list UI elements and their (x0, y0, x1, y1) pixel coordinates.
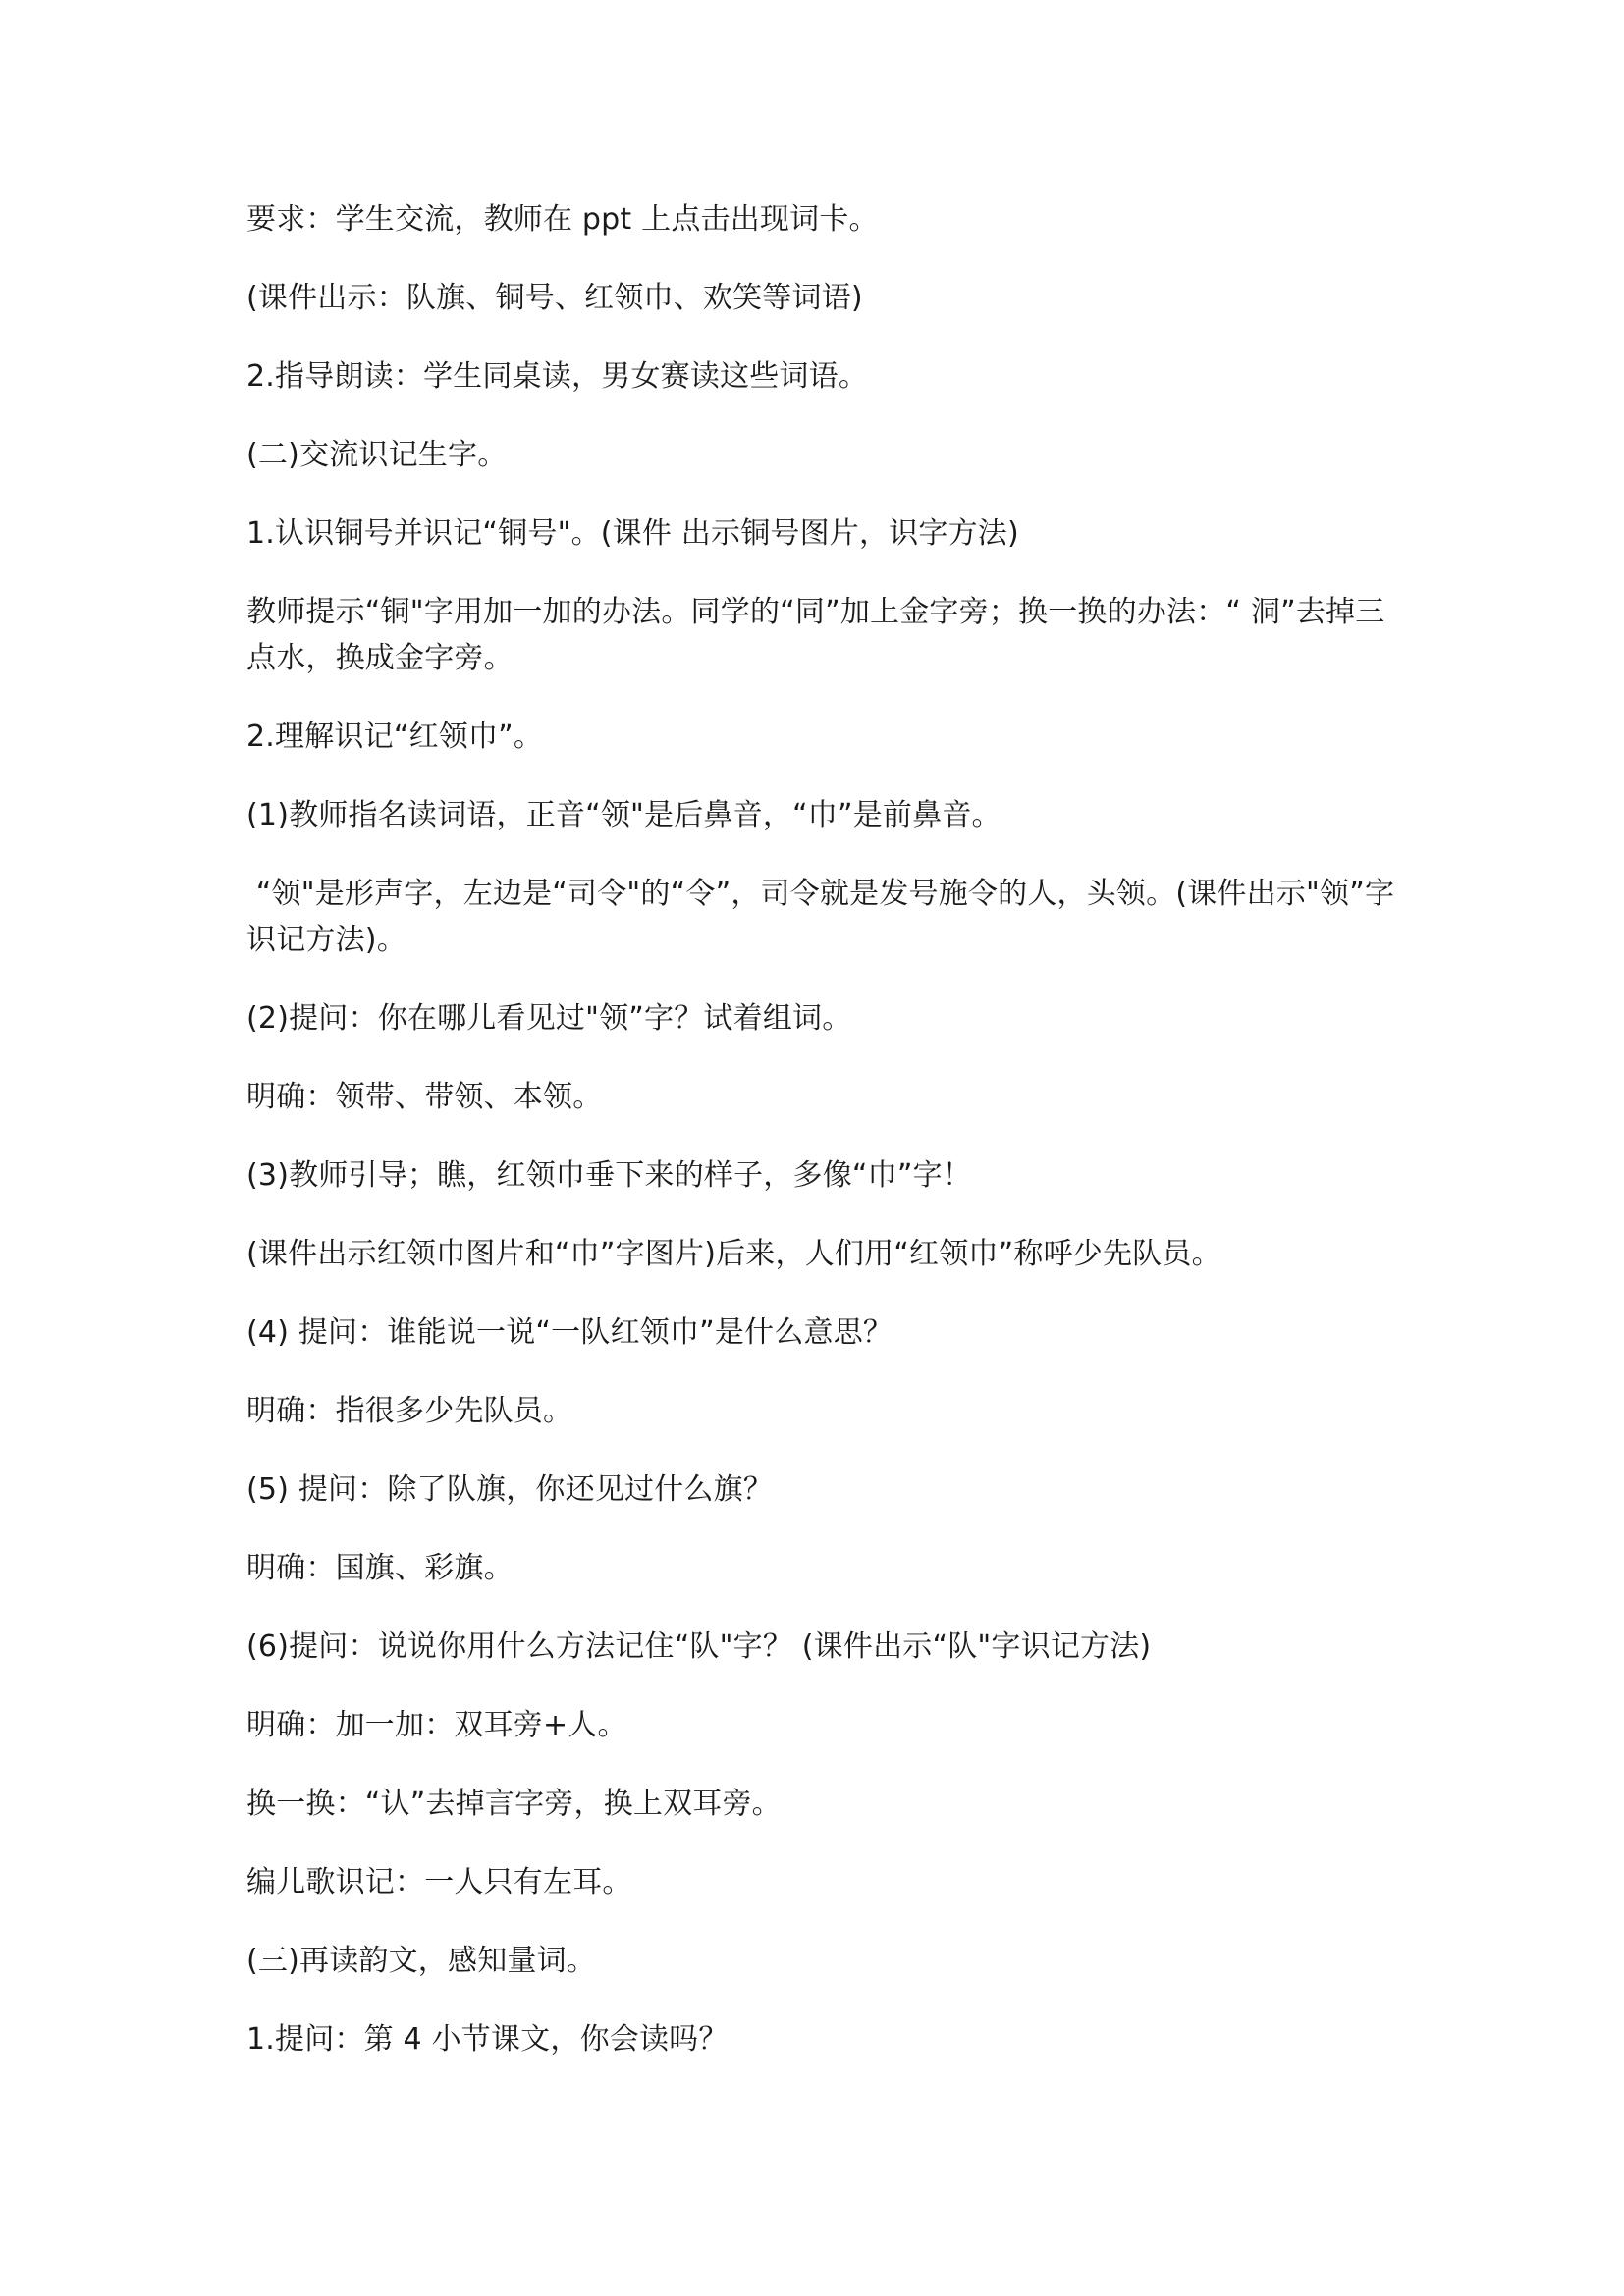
document-body (246, 196, 1395, 2062)
paragraph-courseware-words: (课件出示：队旗、铜号、红领巾、欢笑等词语) (246, 281, 863, 315)
paragraph-clarify-add: 明确：加一加：双耳旁+人。 (246, 1708, 627, 1742)
paragraph-step-6: (6)提问：说说你用什么方法记住“队"字？ (课件出示“队"字识记方法) (246, 1629, 1152, 1664)
paragraph-ling-explanation: “领"是形声字，左边是“司令"的“令”，司令就是发号施令的人，头领。(课件出示"领”字识记方法)。 (246, 877, 1395, 957)
paragraph-guided-reading: 2.指导朗读：学生同桌读，男女赛读这些词语。 (246, 359, 869, 394)
section-heading-reread: (三)再读韵文，感知量词。 (246, 1944, 597, 1978)
paragraph-step-3: (3)教师引导；瞧，红领巾垂下来的样子，多像“巾”字！ (246, 1158, 972, 1193)
paragraph-tongHao: 1.认识铜号并识记“铜号"。(课件 出示铜号图片，识字方法) (246, 516, 1019, 551)
paragraph-step-2: (2)提问：你在哪儿看见过"领”字？试着组词。 (246, 1001, 852, 1036)
paragraph-swap: 换一换：“认”去掉言字旁，换上双耳旁。 (246, 1787, 782, 1821)
paragraph-step-5: (5) 提问：除了队旗，你还见过什么旗？ (246, 1472, 774, 1507)
section-heading-characters: (二)交流识记生字。 (246, 438, 508, 472)
paragraph-rhyme: 编儿歌识记：一人只有左耳。 (246, 1865, 632, 1899)
paragraph-red-scarf: 2.理解识记“红领巾”。 (246, 720, 544, 754)
paragraph-clarify-flags: 明确：国旗、彩旗。 (246, 1551, 514, 1585)
paragraph-step-4: (4) 提问：谁能说一说“一队红领巾”是什么意思？ (246, 1315, 893, 1350)
paragraph-teacher-hint: 教师提示“铜"字用加一加的办法。同学的“同”加上金字旁；换一换的办法：“ 洞”去掉三点水，换成金字旁。 (246, 595, 1385, 675)
paragraph-clarify-ling: 明确：领带、带领、本领。 (246, 1080, 603, 1114)
paragraph-clarify-team: 明确：指很多少先队员。 (246, 1394, 573, 1428)
paragraph-question-section4: 1.提问：第 4 小节课文，你会读吗？ (246, 2022, 729, 2056)
paragraph-step-1: (1)教师指名读词语，正音“领"是后鼻音，“巾”是前鼻音。 (246, 798, 1001, 832)
paragraph-requirement: 要求：学生交流，教师在 ppt 上点击出现词卡。 (246, 202, 879, 237)
paragraph-courseware-scarf: (课件出示红领巾图片和“巾”字图片)后来，人们用“红领巾”称呼少先队员。 (246, 1237, 1221, 1271)
